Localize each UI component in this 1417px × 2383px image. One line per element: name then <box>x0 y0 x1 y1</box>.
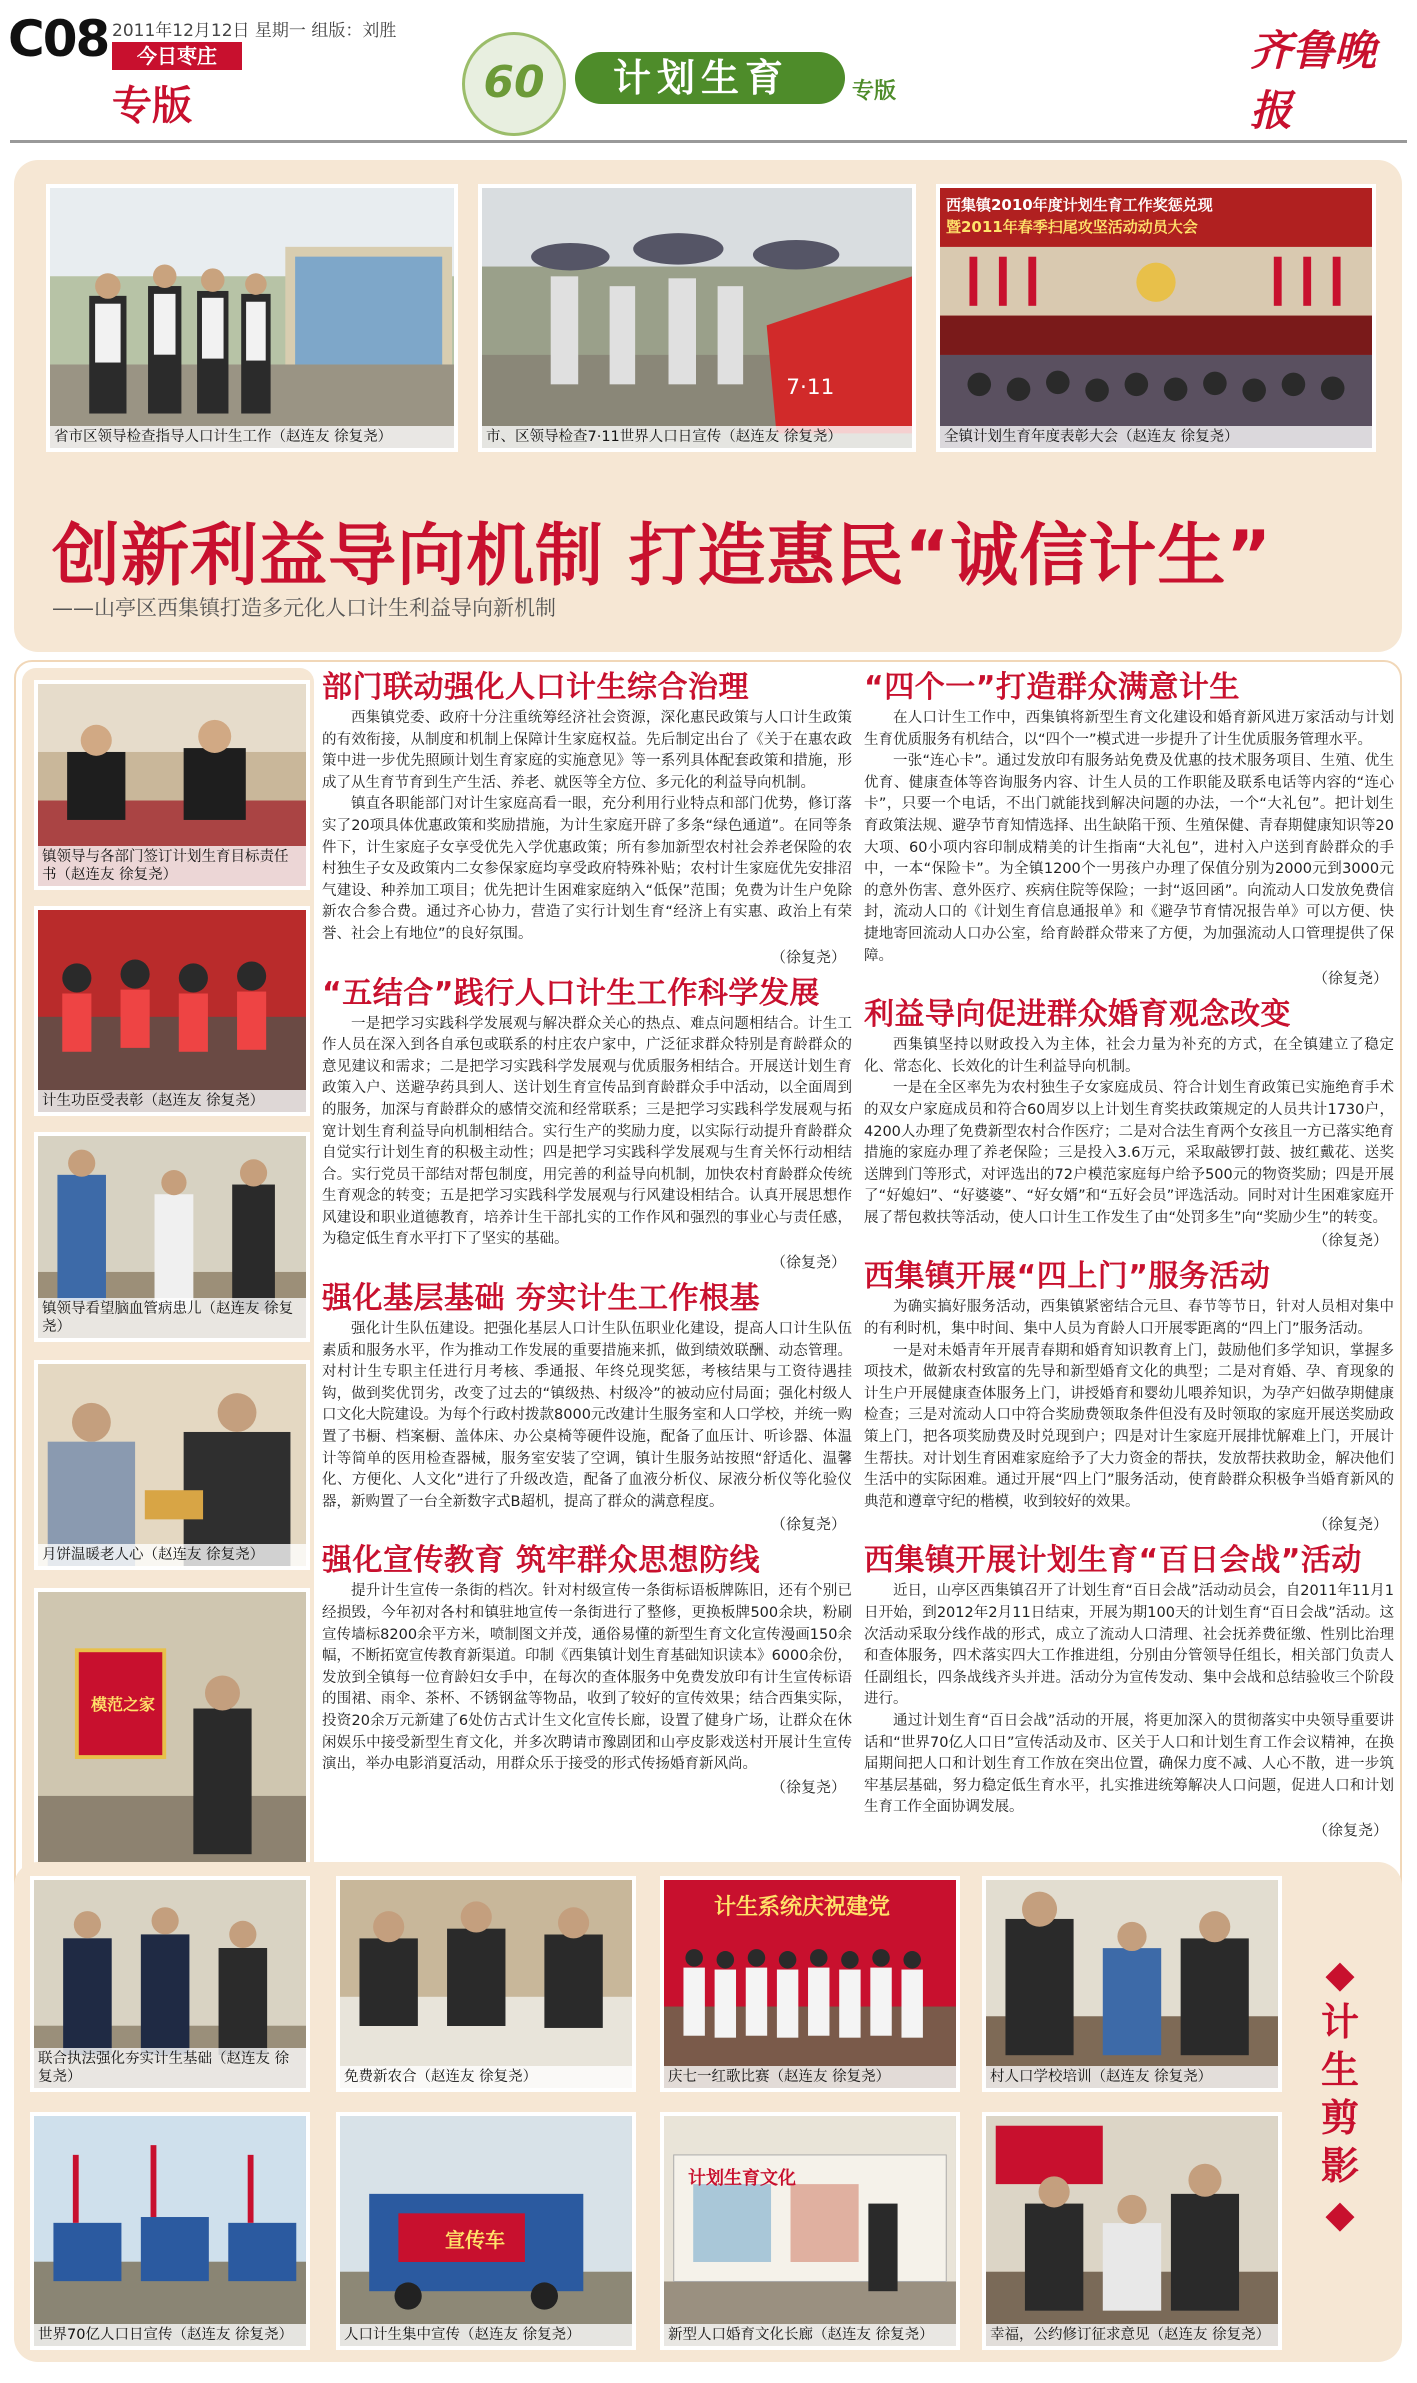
article-paragraph: 一是在全区率先为农村独生子女家庭成员、符合计划生育政策已实施绝育手术的双女户家庭成员和符合60周岁以上计划生育奖扶政策规定的人员共计1730户，4200人办理了免费新型农村合作医疗；二是对合法生育两个女孩且一方已落实绝育措施的家庭办理了养老保险；三是投入3.6万元，采取敲锣打鼓、披红戴花、送奖送牌到门等形式，对评选出的72户模范家庭每户给予500元的物资奖励；四是开展了“好媳妇”、“好婆婆”、“好女婿”和“五好会员”评选活动。同时对计生困难家庭开展了帮包救扶等活动，使人口计生工作发生了由“处罚多生”向“奖励少生”的转变。 <box>864 1080 1394 1226</box>
logo-mark: 60 <box>483 57 545 108</box>
photo-scene <box>34 2116 306 2347</box>
article-title: “五结合”践行人口计生工作科学发展 <box>322 975 820 1011</box>
header-rule <box>10 140 1407 143</box>
wall-text: 计划生育文化 <box>688 2168 796 2189</box>
article-byline: （徐复尧） <box>770 947 846 966</box>
article-paragraph: 西集镇党委、政府十分注重统筹经济社会资源，深化惠民政策与人口计生政策的有效衔接，从制度和机制上保障计生家庭权益。先后制定出台了《关于在惠农政策中进一步优先照顾计划生育家庭的实施意见》等一系列具体配套政策和措施，形成了从生育节育到生产生活、养老、就医等全方位、多元化的利益导向机制。 <box>322 710 852 791</box>
article <box>322 1541 852 1797</box>
page-header <box>0 0 1417 150</box>
photo-scene <box>50 188 454 451</box>
photo-caption: 村人口学校培训（赵连友 徐复尧） <box>986 2066 1278 2088</box>
article-paragraph: 为确实搞好服务活动，西集镇紧密结合元旦、春节等节日，针对人员相对集中的有利时机，集中时间、集中人员为育龄人口开展零距离的“四上门”服务活动。 <box>864 1299 1394 1338</box>
gallery-photo-village-school <box>982 1876 1282 2092</box>
photo-scene <box>482 188 912 451</box>
article-paragraph: 一张“连心卡”。通过发放印有服务站免费及优惠的技术服务项目、生殖、优生优育、健康查体等咨询服务内容、计生人员的工作职能及联系电话等内容的“连心卡”，只要一个电话，不出门就能找到解决问题的办法，一个“大礼包”。把计划生育政策法规、避孕节育知情选择、出生缺陷干预、生殖保健、青春期健康知识等20大项、60小项内容印制成精美的计生指南“大礼包”，进村入户送到育龄群众的手中，一本“保险卡”。为全镇1200个一男孩户办理了保值分别为2000元到3000元的意外伤害、意外医疗、疾病住院等保险；一封“返回函”。向流动人口发放免费信封，流动人口的《计划生育信息通报单》和《避孕节育情况报告单》可以方便、快捷地寄回流动人口办公室，给育龄群众带来了方便，为加强流动人口管理提供了保障。 <box>864 753 1394 964</box>
photo-caption: 庆七一红歌比赛（赵连友 徐复尧） <box>664 2066 956 2088</box>
article-paragraph: 通过计划生育“百日会战”活动的开展，将更加深入的贯彻落实中央领导重要讲话和“世界70亿人口日”宣传活动及市、区关于人口和计划生育工作会议精神，在换届期间把人口和计划生育工作放在突出位置，确保力度不减、人心不散，进一步筑牢基层基础，努力稳定低生育水平，扎实推进统筹解决人口问题，促进人口和计划生育工作全面协调发展。 <box>864 1712 1394 1816</box>
gallery-photo-convention <box>982 2112 1282 2350</box>
article <box>864 1541 1394 1841</box>
photo-caption: 市、区领导检查7·11世界人口日宣传（赵连友 徐复尧） <box>482 426 912 448</box>
photo-caption: 世界70亿人口日宣传（赵连友 徐复尧） <box>34 2324 306 2346</box>
section-label: 今日枣庄 <box>112 42 242 70</box>
photo-caption: 计生功臣受表彰（赵连友 徐复尧） <box>38 1090 306 1112</box>
headline-title: 创新利益导向机制 打造惠民“诚信计生” <box>52 517 1273 596</box>
article-paragraph: 一是把学习实践科学发展观与解决群众关心的热点、难点问题相结合。计生工作人员在深入到各自承包或联系的村庄农户家中，广泛征求群众特别是育龄群众的意见建议和需求；二是把学习实践科学发展观与优质服务相结合。开展送计划生育政策入户、送避孕药具到人、送计划生育宣传品到育龄群众手中活动，以全面周到的服务，加深与育龄群众的感情交流和经常联系；三是把学习实践科学发展观与拓宽计划生育利益导向机制相结合。实行生产的奖励力度，以实际行动提升育龄群众自觉实行计划生育的积极主动性；四是把学习实践科学发展观与生育关怀行动相结合。实行党员干部结对帮包制度，用完善的利益导向机制，加快农村育龄群众传统生育观念的转变；五是把学习实践科学发展观与行风建设相结合。认真开展思想作风建设和职业道德教育，培养计生干部扎实的工作作风和强烈的事业心与责任感，为稳定低生育水平打下了坚实的基础。 <box>322 1015 852 1248</box>
plaque-text: 模范之家 <box>90 1695 155 1714</box>
article-byline: （徐复尧） <box>1312 969 1388 988</box>
newspaper-name: 齐鲁晚报 <box>1250 26 1377 135</box>
article-paragraph: 强化计生队伍建设。把强化基层人口计生队伍职业化建设，提高人口计生队伍素质和服务水平，作为推动工作发展的重要措施来抓，做到绩效联酬、动态管理。对村计生专职主任进行月考核、季通报、年终兑现奖惩，考核结果与工资待遇挂钩，做到奖优罚劣，改变了过去的“镇级热、村级冷”的被动应付局面；强化村级人口文化大院建设。为每个行政村拨款8000元改建计生服务室和人口学校，并统一购置了书橱、档案橱、盖体床、办公桌椅等硬件设施，配备了血压计、听诊器、体温计等简单的医用检查器械，服务室安装了空调，镇计生服务站按照“舒适化、温馨化、方便化、人文化”进行了升级改造，配备了血液分析仪、尿液分析仪等化验仪器，新购置了一台全新数字式B超机，提高了群众的满意程度。 <box>322 1321 852 1510</box>
banner-text: 计生系统庆祝建党 <box>714 1895 891 1920</box>
top-photo-inspection <box>46 184 458 452</box>
left-photo-signing <box>34 680 310 890</box>
top-photo-conference <box>936 184 1376 452</box>
article-paragraph: 在人口计生工作中，西集镇将新型生育文化建设和婚育新风进万家活动与计划生育优质服务有机结合，以“四个一”模式进一步提升了计生优质服务管理水平。 <box>864 710 1394 748</box>
photo-scene <box>38 910 306 1114</box>
photo-scene <box>664 2116 956 2348</box>
article-byline: （徐复尧） <box>1312 1820 1388 1839</box>
article <box>322 974 852 1274</box>
article-byline: （徐复尧） <box>770 1253 846 1272</box>
gallery-photo-law-enforcement <box>30 1876 310 2092</box>
svg-text:7·11: 7·11 <box>786 375 835 401</box>
gallery-photo-red-song-contest <box>660 1876 960 2092</box>
gallery-photo-publicity <box>336 2112 636 2350</box>
column-title: 计划生育 <box>575 52 845 104</box>
article <box>864 668 1394 989</box>
article-paragraph: 提升计生宣传一条街的档次。针对村级宣传一条街标语板牌陈旧，还有个别已经损毁，今年初对各村和镇驻地宣传一条街进行了整修，更换板牌500余块，粉刷宣传墙标8200余平方米，喷制图文并茂，通俗易懂的新型生育文化宣传漫画150余幅，不断拓宽宣传教育新渠道。印制《西集镇计划生育基础知识读本》6000余份，发放到全镇每一位育龄妇女手中，在每次的查体服务中免费发放印有计生宣传标语的围裙、雨伞、茶杯、不锈钢盆等物品，收到了较好的宣传效果；结合西集实际，投资20余万元新建了6处仿古式计生文化宣传长廊，设置了健身广场，让群众在休闲娱乐中接受新型生育文化，并多次聘请市豫剧团和山亭皮影戏送村开展计生宣传演出，举办电影消夏活动，用群众乐于接受的形式传扬婚育新风尚。 <box>322 1583 852 1773</box>
banner-text-1: 西集镇2010年度计划生育工作奖惩兑现 <box>946 196 1213 214</box>
article-title: 西集镇开展计划生育“百日会战”活动 <box>864 1543 1362 1579</box>
photo-caption: 幸福，公约修订征求意见（赵连友 徐复尧） <box>986 2324 1278 2346</box>
banner-text-2: 暨2011年春季扫尾攻坚活动动员大会 <box>946 218 1198 236</box>
article-paragraph: 西集镇坚持以财政投入为主体，社会力量为补充的方式，在全镇建立了稳定化、常态化、长效化的计生利益导向机制。 <box>864 1037 1394 1075</box>
article <box>322 668 852 968</box>
gallery-vertical-title: ◆计生剪影◆ <box>1320 1952 1359 2236</box>
photo-scene <box>986 2116 1278 2348</box>
headline-subtitle: ——山亭区西集镇打造多元化人口计生利益导向新机制 <box>52 596 556 620</box>
page-number: C08 <box>8 10 109 68</box>
article-title: 强化基层基础 夯实计生工作根基 <box>322 1281 760 1317</box>
photo-caption: 镇领导与各部门签订计划生育目标责任书（赵连友 徐复尧） <box>38 846 306 886</box>
photo-scene <box>986 1880 1278 2090</box>
truck-banner-text: 宣传车 <box>445 2228 505 2252</box>
top-photo-population-day <box>478 184 916 452</box>
photo-caption: 人口计生集中宣传（赵连友 徐复尧） <box>340 2324 632 2346</box>
article-column-right <box>864 668 1394 1841</box>
photo-scene <box>38 1364 306 1568</box>
article-paragraph: 近日，山亭区西集镇召开了计划生育“百日会战”活动动员会，自2011年11月1日开始，到2012年2月11日结束，开展为期100天的计划生育“百日会战”活动。这次活动采取分线作战的形式，成立了流动人口清理、社会抚养费征缴、性别比治理和查体服务，四术落实四大工作推进组，分别由分管领导任组长，相关部门负责人任副组长，四条战线齐头并进。活动分为宣传发动、集中会战和总结验收三个阶段进行。 <box>864 1583 1394 1708</box>
left-photo-plaque <box>34 1588 310 1888</box>
article-title: 强化宣传教育 筑牢群众思想防线 <box>322 1543 760 1579</box>
article <box>864 995 1394 1251</box>
article-column-left <box>322 668 852 1798</box>
photo-caption: 月饼温暖老人心（赵连友 徐复尧） <box>38 1544 306 1566</box>
article-title: 西集镇开展“四上门”服务活动 <box>864 1259 1271 1295</box>
article-byline: （徐复尧） <box>1312 1515 1388 1534</box>
photo-caption: 联合执法强化夯实计生基础（赵连友 徐复尧） <box>34 2048 306 2088</box>
photo-caption: 镇领导看望脑血管病患儿（赵连友 徐复尧） <box>38 1298 306 1338</box>
left-photo-mooncakes <box>34 1360 310 1570</box>
gallery-photo-culture-corridor <box>660 2112 960 2350</box>
article-title: 部门联动强化人口计生综合治理 <box>322 670 749 705</box>
article <box>322 1279 852 1535</box>
photo-caption: 免费新农合（赵连友 徐复尧） <box>340 2066 632 2088</box>
photo-caption: 新型人口婚育文化长廊（赵连友 徐复尧） <box>664 2324 956 2346</box>
edition-label: 专版 <box>112 83 192 129</box>
column-suffix: 专版 <box>852 79 897 104</box>
left-photo-visit-patient <box>34 1132 310 1342</box>
article-paragraph: 镇直各职能部门对计生家庭高看一眼，充分利用行业特点和部门优势，修订落实了20项具体优惠政策和奖励措施，为计生家庭开辟了多条“绿色通道”。在同等条件下，计生家庭子女享受优先入学优惠政策；所有参加新型农村社会养老保险的农村独生子女及政策内二女参保家庭均享受政府特殊补贴；农村计生家庭优先安排沼气建设、种养加工项目；优先把计生困难家庭纳入“低保”范围；免费为计生户免除新农合参合费。通过齐心协力，营造了实行计划生育“经济上有实惠、政治上有荣誉、社会上有地位”的良好氛围。 <box>322 796 852 942</box>
article <box>864 1257 1394 1535</box>
photo-caption: 省市区领导检查指导人口计生工作（赵连友 徐复尧） <box>50 426 454 448</box>
article-byline: （徐复尧） <box>770 1777 846 1796</box>
date-line: 2011年12月12日 星期一 组版：刘胜 <box>112 21 397 41</box>
photo-scene <box>38 1592 306 1883</box>
gallery-photo-population-day <box>30 2112 310 2350</box>
photo-caption: 全镇计划生育年度表彰大会（赵连友 徐复尧） <box>940 426 1372 448</box>
photo-scene <box>340 1880 632 2090</box>
article-byline: （徐复尧） <box>1312 1231 1388 1250</box>
article-paragraph: 一是对未婚青年开展青春期和婚育知识教育上门，鼓励他们多学知识，掌握多项技术，做新农村致富的先导和新型婚育文化的典型；二是对育婚、孕、育现象的计生户开展健康查体服务上门，讲授婚育和婴幼儿喂养知识，为孕产妇做孕期健康检查；三是对流动人口中符合奖励费领取条件但没有及时领取的家庭开展送奖励政策上门，把各项奖励费及时兑现到户；四是对计生家庭开展排忧解难上门，开展计生帮扶。对计划生育困难家庭给予了大力资金的帮扶，发放帮扶救助金，解决他们生活中的实际困难。通过开展“四上门”服务活动，使育龄群众积极争当婚育新风的典范和遵章守纪的楷模，收到较好的效果。 <box>864 1342 1394 1510</box>
gallery-photo-medical-coop <box>336 1876 636 2092</box>
article-byline: （徐复尧） <box>770 1515 846 1534</box>
left-photo-commendation <box>34 906 310 1116</box>
article-title: 利益导向促进群众婚育观念改变 <box>864 997 1291 1033</box>
anniversary-logo <box>462 32 566 136</box>
article-title: “四个一”打造群众满意计生 <box>864 670 1240 705</box>
